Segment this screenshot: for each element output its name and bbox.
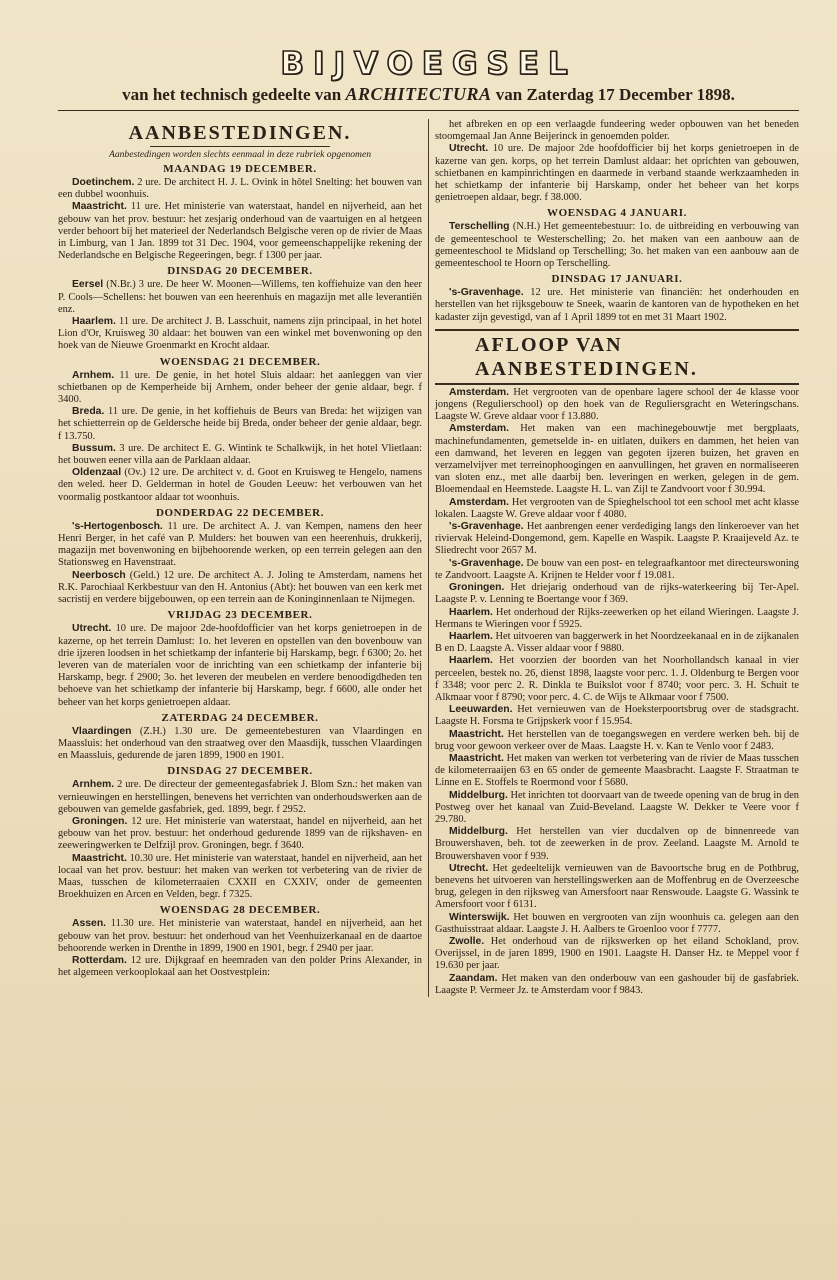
tender-entry [435,387,799,424]
tender-entry [58,406,422,443]
entry-place: 's-Gravenhage. [449,521,524,533]
tender-entry [435,753,799,790]
entry-place: Maastricht. [72,852,127,864]
tender-entry [435,631,799,655]
entry-text: 12 ure. Dijkgraaf en heemraden van den polder Prins Alexander, in het algemeen verkooplokaal aan het Oostvestplein: [58,954,422,979]
entry-place: 's-Hertogenbosch. [72,520,163,532]
entry-text: Het aanbrengen eener verdediging langs den linkeroever van het riviervak Heleind-Dongemond, gem. Kapelle en Waspik. Laagste P. Kraaijeveld Az. te Sliedrecht voor 2657 M. [435,521,799,557]
entry-place: Vlaardingen [72,725,132,737]
tender-entry [435,936,799,973]
entry-place: Amsterdam. [449,386,510,398]
entry-text: 10 ure. De majoor 2de-hoofdofficier van het korps genietroepen in de kazerne, op het terrein Damlust: 1o. het leveren en opstellen van den bovenbouw van drie ijzeren loodsen in het schietkamp der infanterie bij Harskamp, begr. f 6300; 2o. het leveren van de materialen voor de inrichting van een schietkamp der infanterie bij Harskamp, begr. f 2900; 3o. het leveren der meubelen en verdere benoodigdheden ten behoeve van het schietkamp der infanterie bij Harskamp, begr. f 6600, alle onder het beheer van het korps genietroepen aldaar. [58,623,422,708]
entry-text: 11.30 ure. Het ministerie van waterstaat, handel en nijverheid, aan het gebouw van het prov. bestuur: het onderhoud van het Veenhuizerkanaal en de daartoe behoorende werken in Drenthe in 1899, 1900 en 1901, begr. f 2940 per jaar. [58,918,422,954]
entry-text: Het vernieuwen van de Hoeksterpoortsbrug over de stadsgracht. Laagste H. Forsma te Grijpskerk voor f 15.954. [435,704,799,728]
tender-entry [58,779,422,816]
entry-text: Het bouwen en vergrooten van zijn woonhuis ca. gelegen aan den Gasthuisstraat aldaar. Laagste J. H. Aalbers te Groenloo voor f 7777. [435,911,799,935]
afloop-title: AFLOOP VAN AANBESTEDINGEN. [475,333,698,380]
entry-text: 3 ure. De architect E. G. Wintink te Schalkwijk, in het hotel Vlietlaan: het bouwen eener villa aan de Parklaan aldaar. [58,442,422,467]
tender-entry [58,467,422,504]
tender-entry [435,221,799,270]
afloop-rule-top [435,329,799,331]
entry-text: Het vergrooten van de openbare lagere school der 4e klasse voor jongens (Regulierschool) op den hoek van de Reguliersgracht en Weteringschans. Laagste W. Greve aldaar voor f 13.880. [435,386,799,423]
tender-entry [435,582,799,606]
tender-entry [58,201,422,262]
day-heading: VRIJDAG 23 DECEMBER. [167,609,313,622]
tender-entry [435,287,799,324]
entry-text: Het gedeeltelijk vernieuwen van de Bavoortsche brug en de Pothbrug, benevens het uitvoeren van herstellingswerken aan de Moffenbrug en de Overzeesche brug, gelegen in den rijksweg van Amersfoort naar Renswoude. Laagste G. Wassink te Amersfoort voor f 6131. [435,862,799,911]
entry-text: Het herstellen van de toegangswegen en verdere werken beh. bij de brug voor gewoon verkeer over de Maas. Laagste H. v. Kan te Venlo voor f 2483. [435,728,799,752]
entry-text: Het onderhoud der Rijks-zeewerken op het eiland Wieringen. Laagste J. Hermans te Wieringen voor f 5925. [435,606,799,630]
entry-text: 2 ure. De directeur der gemeentegasfabriek J. Blom Szn.: het maken van vernieuwingen en herstellingen, benevens het verrichten van onderhoudswerken aan de gebouwen van gemelde gasfabriek, ged. 1899, begr. f 2952. [58,779,422,815]
entry-text: 11 ure. Het ministerie van waterstaat, handel en nijverheid, aan het gebouw van het prov. bestuur: het zesjarig onderhoud van de vaartuigen en al hetgeen verder behoort bij het materieel der Nederlandsch Belgische veren op de rivier de Maas in Limburg, van 1 Jan. 1899 tot 31 Dec. 1904, voor gemeenschappelijke rekening der Nederlandsche en Belgische Regeeringen, begr. f 1300 per jaar. [58,201,422,262]
entry-text: Het onderhoud van de rijkswerken op het eiland Schokland, prov. Overijssel, in de jaren 1899, 1900 en 1901. Laagste H. Danser Hz. te Meppel voor f 19.630 per jaar. [435,935,799,972]
masthead-subtitle [58,84,799,105]
entry-place: Maastricht. [72,201,127,213]
entry-text: Het inrichten tot doorvaart van de tweede opening van de brug in den Postweg over het kanaal van Zuid-Beveland. Laagste W. Dekker te Veere voor f 29.780. [435,789,800,825]
entry-place: Middelburg. [449,789,508,801]
entry-text: Het maken van een machinegebouwtje met bergplaats, machinefundamenten, gemetselde in- en uitlaten, duikers en dammen, het heien van een damwand, het leveren en leggen van gegoten ijzeren buizen, het graven en verzamelvijver met terreinophoogingen en aanvullingen, het graven en normaliseeren van sloten enz., met alle daarbij ben. leveringen en werken, gelegen in de gem. Bloemendaal en Heemstede. Laagste H. L. van Zijl te Zandvoort voor f 30.994. [435,423,799,496]
entry-place: Middelburg. [449,826,508,838]
tender-entry [435,119,799,143]
entry-text: Het voorzien der boorden van het Noorhollandsch kanaal in vier perceelen, bestek no. 26, dienst 1898, laagste voor perc. 1. J. Oldenburg te Bergen voor f 3348; voor perc 2. R. Dinkla te Buikslot voor f 8740; voor perc. 3. H. Schuit te Alkmaar voor f 8790; voor perc. 4. C. de Wijs te Alkmaar voor f 7500. [435,655,799,703]
entry-text: Het uitvoeren van baggerwerk in het Noordzeekanaal en in de zijkanalen B en D. Laagste A. Visser aldaar voor f 9880. [435,630,799,655]
entry-text: het afbreken en op een verlaagde fundeering weder opbouwen van het beneden stoomgemaal Jan Anne Beijerinck in genoemden polder. [435,119,799,143]
entry-place: Groningen. [72,815,128,827]
tender-entry [58,370,422,407]
entry-place: Zwolle. [449,935,485,947]
tender-entry [435,912,799,936]
entry-place: Utrecht. [449,143,489,155]
tender-entry [58,570,422,607]
entry-place: Rotterdam. [72,954,127,966]
journal-name: ARCHITECTURA [345,84,492,104]
tender-entry [58,443,422,467]
entry-text: 11 ure. De genie, in het hotel Sluis aldaar: het aanleggen van vier schietbanen op de Kemperheide bij Arnhem, onder beheer der genie aldaar, begr. f 3400. [58,369,422,406]
entry-place: Amsterdam. [449,496,510,508]
day-heading: MAANDAG 19 DECEMBER. [163,163,317,175]
tender-entry [435,521,799,558]
entry-text: (N.Br.) 3 ure. De heer W. Moonen—Willems, ten koffiehuize van den heer P. Cools—Schellens: het bouwen van een heerenhuis en magazijn met alle leverantiën enz. [58,279,422,315]
entry-text: 11 ure. De architect A. J. van Kempen, namens den heer Henri Berger, in het café van P. Mulders: het bouwen van een heerenhuis, drukkerij, magazijn met bovenwoning en bijbehoorende werken, op een terrein gelegen aan den Stationsweg en Havenstraat. [58,520,422,569]
entry-text: 10 ure. De majoor 2de hoofdofficier bij het korps genietroepen in de kazerne van gen. korps, op het terrein Damlust aldaar: het oprichten van gebouwen, schietbanen en kampinrichtingen en daarmede in verband staande werkzaamheden in het schietkamp der infanterie bij Harskamp, onder het beheer van het korps genietroepen aldaar, begr. f 38.000. [435,143,799,204]
day-heading: DINSDAG 20 DECEMBER. [167,265,313,278]
day-heading: ZATERDAG 24 DECEMBER. [161,711,319,724]
tender-entry [435,826,799,863]
entry-text: 12 ure. Het ministerie van financiën: het onderhouden en herstellen van het rijksgebouw te Sneek, waarin de kantoren van de hypotheken en het kadaster zijn gevestigd, van af 1 April 1899 tot en met 31 Maart 1902. [435,287,799,323]
entry-place: Haarlem. [449,630,493,642]
entry-place: 's-Gravenhage. [449,557,524,569]
aanbestedingen-title: AANBESTEDINGEN. [128,122,352,144]
tender-entry [435,790,799,827]
tender-entry [435,704,799,728]
title-rule [150,146,330,147]
entry-place: 's-Gravenhage. [449,287,524,299]
tender-entry [435,497,799,521]
entry-place: Groningen. [449,582,505,594]
section-note: Aanbestedingen worden slechts eenmaal in deze rubriek opgenomen [108,149,372,160]
tender-entry [435,973,799,997]
day-heading: WOENSDAG 4 JANUARI. [546,207,688,220]
entry-place: Utrecht. [449,862,489,874]
entry-place: Eersel [72,279,104,291]
entry-text: (N.H.) Het gemeentebestuur: 1o. de uitbreiding en verbouwing van de gemeenteschool te Westerschelling; 2o. het maken van een aanbouw aan de gemeenteschool te Midsland op Terschelling; 3o. het maken van een aanbouw aan de gemeenteschool te Hoorn op Terschelling. [435,221,799,270]
entry-place: Winterswijk. [449,911,510,923]
entry-place: Assen. [72,918,107,930]
entry-place: Haarlem. [449,655,493,667]
entry-place: Neerbosch [72,569,126,581]
entry-text: (Geld.) 12 ure. De architect A. J. Joling te Amsterdam, namens het R.K. Parochiaal Kerkbestuur van den H. Antonius (Abt): het bouwen van een kerk met sacristij en verdere bijgebouwen, op een terrein aan de Koninginnenlaan te Nijmegen. [58,569,422,606]
entry-place: Maastricht. [449,728,504,740]
entry-text: Het maken van den onderbouw van een gashouder bij de gasfabriek. Laagste P. Vermeer Jz. te Amsterdam voor f 9843. [435,972,799,996]
entry-text: Het herstellen van vier ducdalven op de binnenreede van Brouwershaven, beh. tot de zeewerken in de prov. Zeeland. Laagste M. Arnold te Brouwershaven voor f 939. [435,826,799,862]
entry-text: 10.30 ure. Het ministerie van waterstaat, handel en nijverheid, aan het locaal van het prov. bestuur: het maken van werken tot verbetering van de rivier de Maas, tusschen de kilometerraaien CXXII en CXXIV, onder de gemeenten Broekhuizen en Arcen en Velden, begr. f 7325. [58,852,422,901]
right-column [428,119,799,997]
masthead-title: BIJVOEGSEL [280,46,577,82]
tender-entry [58,623,422,708]
day-heading: DINSDAG 27 DECEMBER. [167,765,313,778]
entry-place: Breda. [72,406,105,418]
masthead [58,48,799,105]
entry-text: (Ov.) 12 ure. De architect v. d. Goot en Kruisweg te Hengelo, namens den weled. heer D. Gelderman in hotel de Gouden Leeuw: het verbouwen van het voormalig postkantoor aldaar tot woonhuis. [58,467,422,503]
afloop-entries [435,387,799,997]
entry-text: Het vergrooten van de Spieghelschool tot een school met acht klasse lokalen. Laagste W. Greve aldaar voor f 4080. [435,496,799,520]
tender-entry [435,558,799,582]
day-heading: DONDERDAG 22 DECEMBER. [155,506,325,519]
entry-place: Haarlem. [72,316,116,328]
tender-entry [435,143,799,204]
left-column [58,119,428,997]
left-days [58,163,422,979]
day-heading: WOENSDAG 28 DECEMBER. [159,904,321,917]
entry-place: Doetinchem. [72,177,135,188]
columns [58,119,799,997]
entry-place: Terschelling [449,221,510,233]
masthead-rule [58,110,799,111]
entry-text: 2 ure. De architect H. J. L. Ovink in hôtel Snelting: het bouwen van een dubbel woonhuis. [58,177,422,201]
entry-place: Utrecht. [72,623,112,635]
entry-place: Leeuwarden. [449,704,513,716]
entry-place: Amsterdam. [449,423,510,435]
entry-text: 12 ure. Het ministerie van waterstaat, handel en nijverheid, aan het gebouw van het prov. bestuur: het onderhoud gedurende 1899 van de rijkshaven- en zeeweringwerken te Delfzijl prov. Groningen, begr. f 3640. [58,815,422,852]
entry-place: Arnhem. [72,779,115,791]
tender-entry [58,521,422,570]
tender-entry [58,955,422,979]
day-heading: WOENSDAG 21 DECEMBER. [159,355,321,368]
subtitle-after: van Zaterdag 17 December 1898. [491,85,735,104]
entry-place: Maastricht. [449,752,504,764]
tender-entry [435,655,799,704]
right-days [435,119,799,324]
tender-entry [58,816,422,853]
entry-text: Het maken van werken tot verbetering van de rivier de Maas tusschen de kilometerraaijen 63 en 65 onder de gemeente Maasbracht. Laagste F. Straatman te Linne en E. Stoffels te Roermond voor f 5680. [435,752,799,789]
tender-entry [58,918,422,955]
entry-text: 11 ure. De architect J. B. Lasschuit, namens zijn principaal, in het hotel Lion d'Or, Kruisweg 30 aldaar: het bouwen van een winkel met bovenwoning op den hoek van de Nieuwe Groenmarkt en Krocht aldaar. [58,316,422,352]
tender-entry [58,177,422,201]
tender-entry [58,853,422,902]
entry-place: Zaandam. [449,972,498,984]
entry-text: De bouw van een post- en telegraafkantoor met directeurswoning te Zandvoort. Laagste A. Krijnen te Helder voor f 19.081. [435,557,799,581]
day-heading: DINSDAG 17 JANUARI. [551,273,683,286]
entry-text: (Z.H.) 1.30 ure. De gemeentebesturen van Vlaardingen en Maassluis: het onderhoud van den straatweg over den Maasdijk, tusschen Vlaardingen en Maassluis, gedurende de jaren 1899, 1900 en 1901. [58,725,422,762]
tender-entry [58,726,422,763]
entry-place: Arnhem. [72,369,115,381]
tender-entry [435,423,799,496]
subtitle-before: van het technisch gedeelte van [122,85,346,104]
tender-entry [435,863,799,912]
tender-entry [435,729,799,753]
tender-entry [58,279,422,316]
afloop-rule-bottom [435,383,799,385]
entry-place: Haarlem. [449,606,493,618]
entry-text: Het driejarig onderhoud van de rijks-waterkeering bij Ter-Apel. Laagste P. v. Lenning te Boertange voor f 369. [435,582,799,606]
entry-text: 11 ure. De genie, in het koffiehuis de Beurs van Breda: het wijzigen van het schietterrein op de Geldersche heide bij Breda, onder beheer der genie aldaar, begr. f 13.750. [58,406,422,442]
entry-place: Bussum. [72,442,116,454]
tender-entry [435,607,799,631]
entry-place: Oldenzaal [72,467,122,479]
tender-entry [58,316,422,353]
